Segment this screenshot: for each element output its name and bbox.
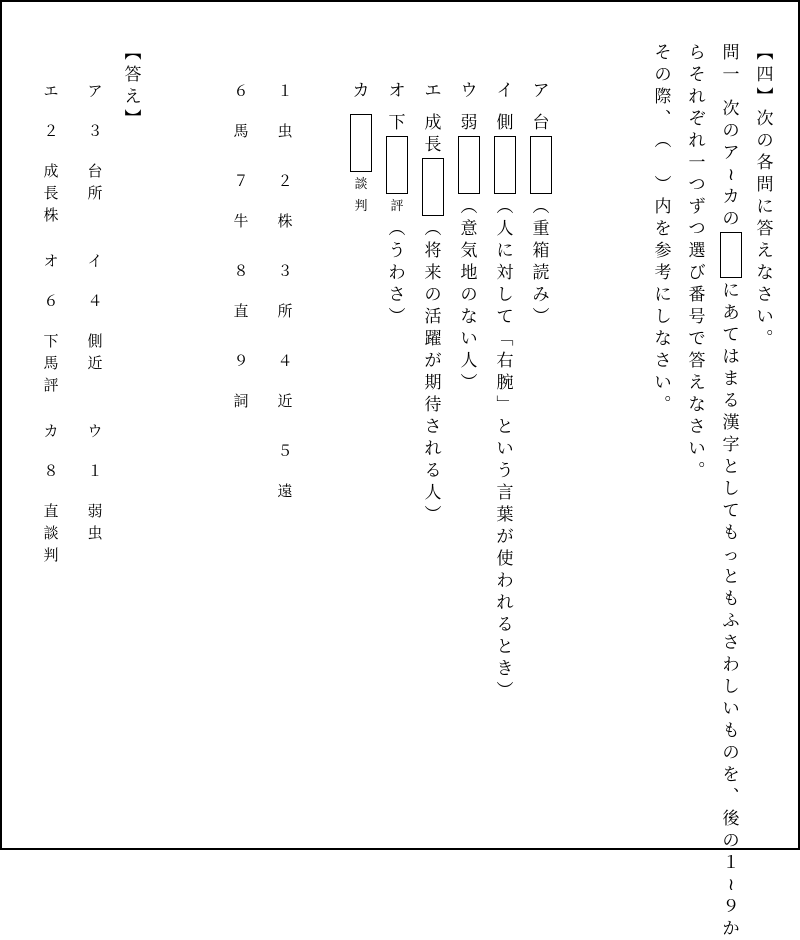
answer-blank-box (422, 158, 444, 216)
item-prefix: 台 (532, 113, 550, 133)
choice-kanji: 株 (277, 212, 293, 230)
question-text-line3: そ の 際 ︑ ︵ ︶ 内 を 参 考 に し な さ い ︒ (654, 43, 672, 415)
answer-number: １ (87, 462, 103, 480)
choice-number: ８ (233, 262, 249, 280)
choice-number: ６ (233, 82, 249, 100)
item-hint: ︵ 意 気 地 の な い 人 ︶ (460, 197, 478, 393)
answer-label: オ (43, 252, 59, 270)
item-label: オ (388, 81, 406, 101)
item-column (492, 80, 518, 702)
blank-box-example (720, 232, 742, 278)
item-label: イ (496, 81, 514, 101)
question-line-3 (650, 42, 676, 416)
answer-word: 台 所 (87, 162, 103, 202)
answer-blank-box (458, 136, 480, 194)
answer-entry (82, 420, 108, 544)
question-text-a: 次 の ア ≀ カ の (722, 99, 740, 229)
choice-kanji: 遠 (277, 482, 293, 500)
item-suffix: 評 (390, 199, 404, 214)
answer-word: 下 馬 評 (43, 332, 59, 394)
answer-blank-box (350, 114, 372, 172)
answer-entry (38, 420, 64, 566)
choice-kanji: 近 (277, 392, 293, 410)
question-label: 問 一 (722, 43, 740, 85)
choice-number: ５ (277, 442, 293, 460)
answer-entry (38, 250, 64, 396)
item-column (456, 80, 482, 394)
item-column (384, 80, 410, 328)
choice-item (272, 440, 298, 502)
answer-word: 成 長 株 (43, 162, 59, 224)
choice-kanji: 所 (277, 302, 293, 320)
choice-kanji: 詞 (233, 392, 249, 410)
item-column (528, 80, 554, 328)
answer-label: イ (87, 252, 103, 270)
answer-label: エ (43, 82, 59, 100)
question-text-b: に あ て は ま る 漢 字 と し て も っ と も ふ さ わ し い も の を ︑ 後 の １ ≀ ９ か (722, 281, 740, 939)
item-column (420, 80, 446, 526)
choice-number: ２ (277, 172, 293, 190)
choice-number: ３ (277, 262, 293, 280)
choice-item (272, 80, 298, 142)
item-column (348, 80, 374, 218)
choice-item (272, 350, 298, 412)
answer-number: ４ (87, 292, 103, 310)
item-label: ウ (460, 81, 478, 101)
item-hint: ︵ 重 箱 読 み ︶ (532, 197, 550, 327)
question-line-2 (684, 42, 710, 482)
item-hint: ︵ 将 来 の 活 躍 が 期 待 さ れ る 人 ︶ (424, 219, 442, 525)
answer-blank-box (386, 136, 408, 194)
question-line-1 (718, 42, 744, 940)
answer-number: ８ (43, 462, 59, 480)
answer-number: ２ (43, 122, 59, 140)
item-label: カ (352, 81, 370, 101)
answer-entry (38, 80, 64, 226)
item-hint: ︵ 人 に 対 し て ﹁ 右 腕 ﹂ と い う 言 葉 が 使 わ れ る と き ︶ (496, 197, 514, 701)
answer-number: ３ (87, 122, 103, 140)
question-text-line2: ら そ れ ぞ れ 一 つ ず つ 選 び 番 号 で 答 え な さ い ︒ (688, 43, 706, 481)
choice-number: １ (277, 82, 293, 100)
answer-word: 弱 虫 (87, 502, 103, 542)
choice-kanji: 馬 (233, 122, 249, 140)
answer-blank-box (494, 136, 516, 194)
answer-number: ６ (43, 292, 59, 310)
choice-item (272, 260, 298, 322)
answers-title (120, 42, 146, 130)
choice-item (272, 170, 298, 232)
choice-item (228, 80, 254, 142)
item-prefix: 成 長 (424, 113, 442, 155)
answer-word: 側 近 (87, 332, 103, 372)
item-prefix: 下 (388, 113, 406, 133)
choice-item (228, 260, 254, 322)
answer-word: 直 談 判 (43, 502, 59, 564)
item-label: エ (424, 81, 442, 101)
item-hint: ︵ う わ さ ︶ (388, 219, 406, 327)
item-label: ア (532, 81, 550, 101)
answer-label: ア (87, 82, 103, 100)
section-instruction: 次 の 各 問 に 答 え な さ い ︒ (756, 109, 774, 349)
choice-kanji: 虫 (277, 122, 293, 140)
answer-entry (82, 80, 108, 204)
item-suffix: 談 判 (354, 177, 368, 214)
answer-blank-box (530, 136, 552, 194)
section-heading (752, 42, 778, 350)
choice-number: ４ (277, 352, 293, 370)
choice-number: ７ (233, 172, 249, 190)
answer-label: カ (43, 422, 59, 440)
choice-item (228, 350, 254, 412)
answer-label: ウ (87, 422, 103, 440)
answers-title-text: ︻ 答 え ︼ (124, 43, 142, 129)
choice-item (228, 170, 254, 232)
choice-kanji: 牛 (233, 212, 249, 230)
section-mark: ︻ 四 ︼ (756, 43, 774, 107)
choice-kanji: 直 (233, 302, 249, 320)
item-prefix: 弱 (460, 113, 478, 133)
item-prefix: 側 (496, 113, 514, 133)
answer-entry (82, 250, 108, 374)
choice-number: ９ (233, 352, 249, 370)
